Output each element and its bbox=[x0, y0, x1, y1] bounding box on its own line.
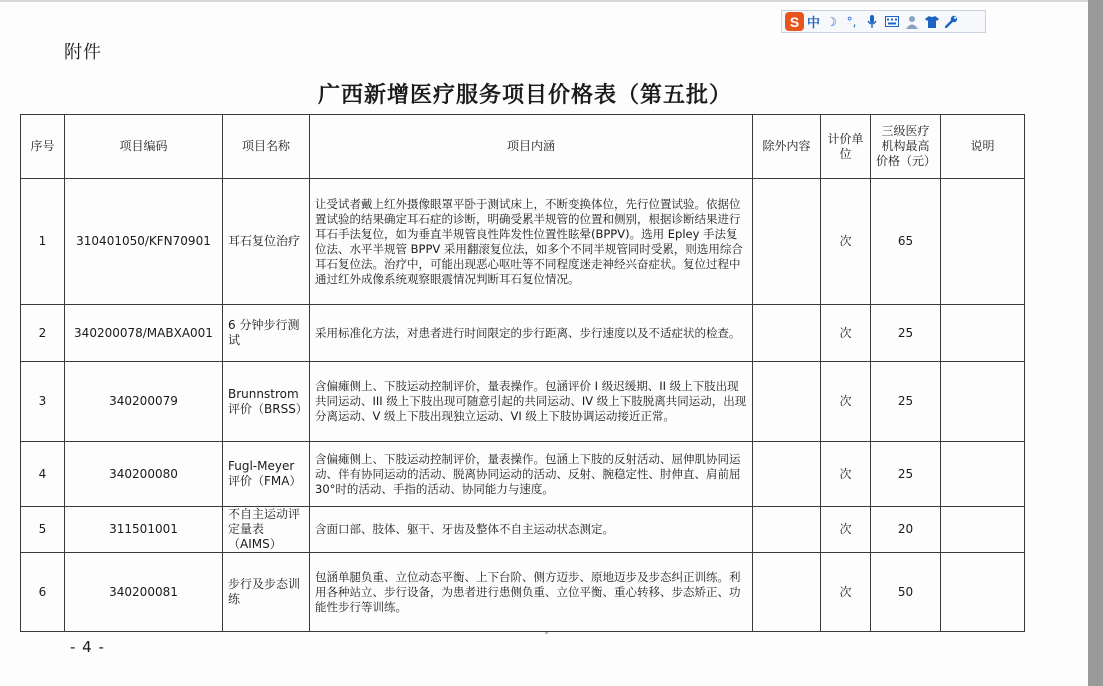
cell-seq: 4 bbox=[21, 442, 65, 507]
cell-seq: 6 bbox=[21, 553, 65, 632]
user-icon[interactable] bbox=[903, 13, 920, 30]
cell-exclusions bbox=[753, 442, 821, 507]
cell-note bbox=[941, 507, 1025, 553]
cell-exclusions bbox=[753, 507, 821, 553]
cell-code: 340200080 bbox=[65, 442, 223, 507]
cell-note bbox=[941, 553, 1025, 632]
cell-price: 20 bbox=[871, 507, 941, 553]
cell-exclusions bbox=[753, 305, 821, 362]
header-note: 说明 bbox=[941, 115, 1025, 179]
cell-note bbox=[941, 179, 1025, 305]
cell-unit: 次 bbox=[821, 553, 871, 632]
shirt-icon[interactable] bbox=[923, 13, 940, 30]
cell-name: 耳石复位治疗 bbox=[223, 179, 310, 305]
cell-unit: 次 bbox=[821, 442, 871, 507]
cell-price: 25 bbox=[871, 362, 941, 442]
document-title: 广西新增医疗服务项目价格表（第五批） bbox=[317, 82, 732, 108]
table-row bbox=[21, 362, 1025, 442]
cell-unit: 次 bbox=[821, 362, 871, 442]
cell-content: 含偏瘫侧上、下肢运动控制评价，量表操作。包涵评价 I 级迟缓期、II 级上下肢出现共同运动、III 级上下肢出现可随意引起的共同运动、IV 级上下肢脱离共同运动，出现分离运动、V 级上下肢出现独立运动、VI 级上下肢协调运动接近正常。 bbox=[310, 362, 753, 442]
cell-note bbox=[941, 362, 1025, 442]
cell-name: 步行及步态训练 bbox=[223, 553, 310, 632]
cell-seq: 2 bbox=[21, 305, 65, 362]
table-header-row bbox=[21, 115, 1025, 179]
cell-name: Brunnstrom 评价（BRSS） bbox=[223, 362, 310, 442]
cell-code: 310401050/KFN70901 bbox=[65, 179, 223, 305]
annex-label: 附件 bbox=[64, 42, 102, 63]
header-exclusions: 除外内容 bbox=[753, 115, 821, 179]
header-price: 三级医疗机构最高价格（元） bbox=[871, 115, 941, 179]
ime-toolbar[interactable] bbox=[781, 10, 986, 33]
header-seq: 序号 bbox=[21, 115, 65, 179]
cell-code: 340200081 bbox=[65, 553, 223, 632]
cell-unit: 次 bbox=[821, 507, 871, 553]
punctuation-icon[interactable]: °, bbox=[846, 14, 857, 29]
input-mode-toggle[interactable]: 中 bbox=[807, 16, 821, 31]
cell-content: 采用标准化方法，对患者进行时间限定的步行距离、步行速度以及不适症状的检查。 bbox=[310, 305, 753, 362]
microphone-icon[interactable] bbox=[863, 13, 880, 30]
cell-content: 包涵单腿负重、立位动态平衡、上下台阶、侧方迈步、原地迈步及步态纠正训练。利用各种站立、步行设备，为患者进行患侧负重、立位平衡、重心转移、步态矫正、功能性步行等训练。 bbox=[310, 553, 753, 632]
cell-price: 25 bbox=[871, 305, 941, 362]
table-row bbox=[21, 553, 1025, 632]
price-table bbox=[20, 114, 1025, 632]
cell-unit: 次 bbox=[821, 305, 871, 362]
table-row bbox=[21, 179, 1025, 305]
table-row bbox=[21, 442, 1025, 507]
cell-price: 65 bbox=[871, 179, 941, 305]
cell-exclusions bbox=[753, 362, 821, 442]
header-content: 项目内涵 bbox=[310, 115, 753, 179]
table-row bbox=[21, 507, 1025, 553]
cell-seq: 1 bbox=[21, 179, 65, 305]
keyboard-icon[interactable] bbox=[883, 13, 900, 30]
cell-name: 不自主运动评定量表（AIMS） bbox=[223, 507, 310, 553]
cell-code: 340200079 bbox=[65, 362, 223, 442]
cell-code: 340200078/MABXA001 bbox=[65, 305, 223, 362]
cell-price: 50 bbox=[871, 553, 941, 632]
header-name: 项目名称 bbox=[223, 115, 310, 179]
header-code: 项目编码 bbox=[65, 115, 223, 179]
page-top-edge bbox=[0, 0, 1088, 2]
cell-note bbox=[941, 305, 1025, 362]
cell-content: 含偏瘫侧上、下肢运动控制评价，量表操作。包涵上下肢的反射活动、屈伸肌协同运动、伴有协同运动的活动、脱离协同运动的活动、反射、腕稳定性、肘伸直、肩前屈 30°时的活动、手指的活动、协同能力与速度。 bbox=[310, 442, 753, 507]
sogou-logo-icon[interactable]: S bbox=[785, 12, 804, 31]
table-row bbox=[21, 305, 1025, 362]
header-unit: 计价单位 bbox=[821, 115, 871, 179]
page-number: - 4 - bbox=[70, 638, 105, 656]
cell-name: Fugl-Meyer 评价（FMA） bbox=[223, 442, 310, 507]
cell-content: 含面口部、肢体、躯干、牙齿及整体不自主运动状态测定。 bbox=[310, 507, 753, 553]
scan-speck bbox=[545, 632, 548, 634]
cell-seq: 3 bbox=[21, 362, 65, 442]
cell-name: 6 分钟步行测试 bbox=[223, 305, 310, 362]
moon-icon[interactable]: ☽ bbox=[826, 14, 837, 29]
cell-content: 让受试者戴上红外摄像眼罩平卧于测试床上，不断变换体位，先行位置试验。依据位置试验的结果确定耳石症的诊断，明确受累半规管的位置和侧别，根据诊断结果进行耳石手法复位，如为垂直半规管良性阵发性位置性眩晕(BPPV)。选用 Epley 手法复位法、水平半规管 BPPV 采用翻滚复位法，如多个不同半规管同时受累，则选用综合耳石复位法。治疗中，可能出现恶心呕吐等不同程度迷走神经兴奋症状。复位过程中通过红外成像系统观察眼震情况判断耳石复位情况。 bbox=[310, 179, 753, 305]
cell-note bbox=[941, 442, 1025, 507]
cell-seq: 5 bbox=[21, 507, 65, 553]
cell-code: 311501001 bbox=[65, 507, 223, 553]
wrench-icon[interactable] bbox=[943, 13, 960, 30]
scrollbar-gutter[interactable] bbox=[1088, 0, 1103, 686]
cell-price: 25 bbox=[871, 442, 941, 507]
cell-exclusions bbox=[753, 553, 821, 632]
cell-exclusions bbox=[753, 179, 821, 305]
cell-unit: 次 bbox=[821, 179, 871, 305]
